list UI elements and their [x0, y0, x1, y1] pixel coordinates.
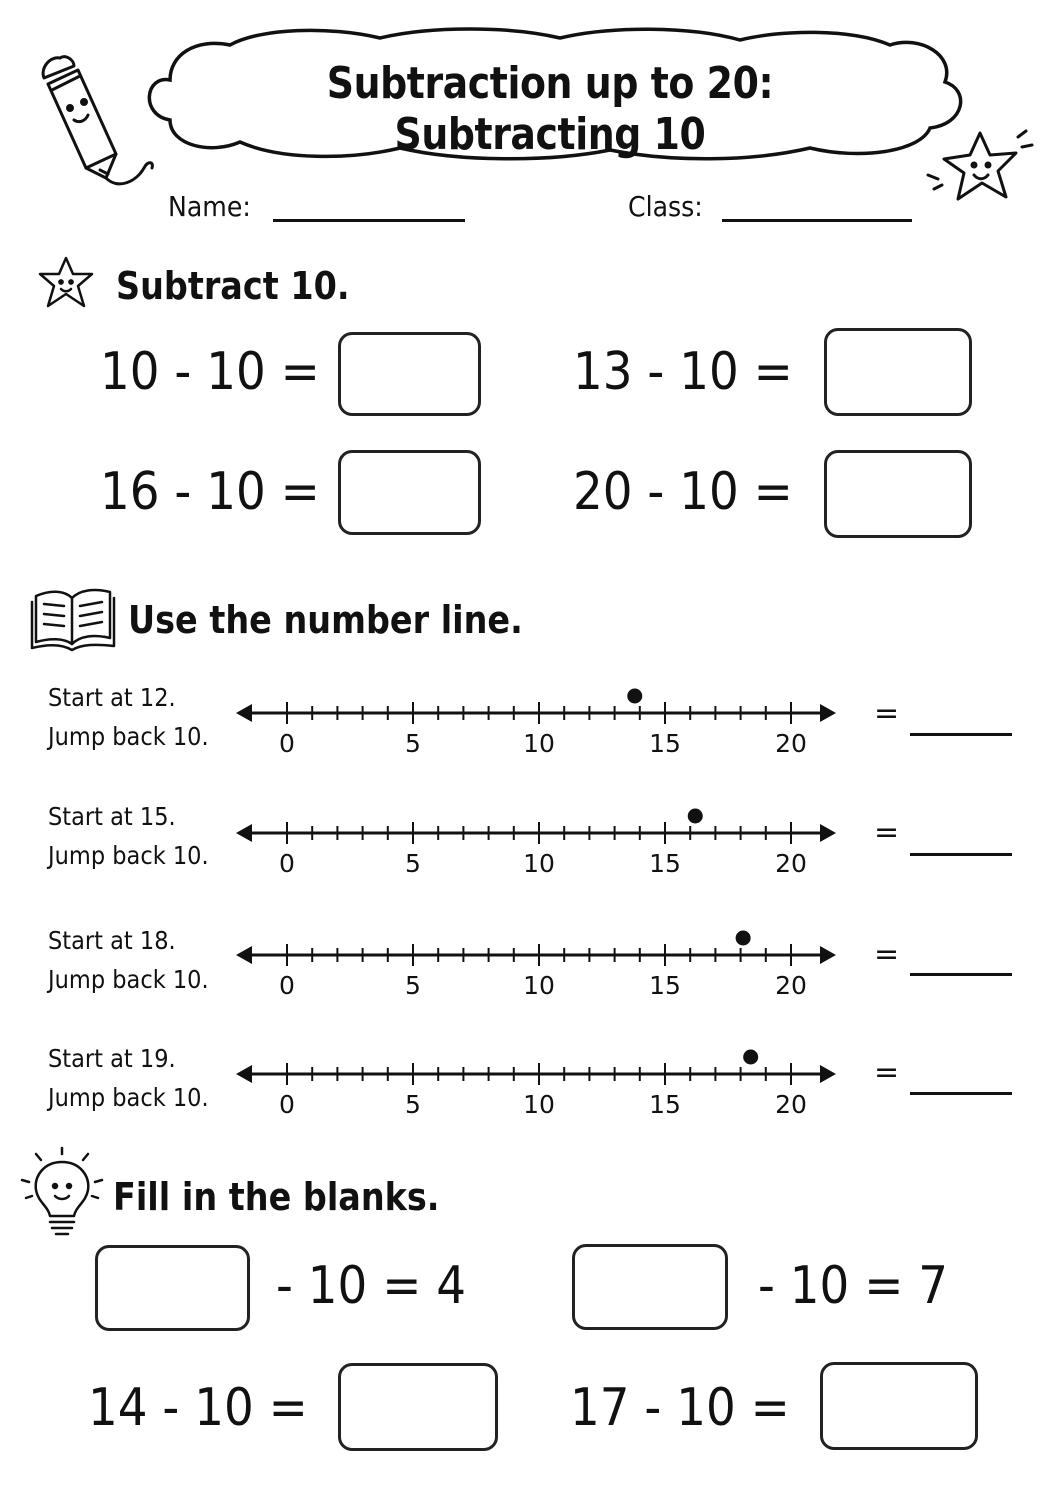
- pencil-icon: [36, 50, 156, 190]
- right-arrow-icon: [820, 1065, 836, 1083]
- blank-box-3[interactable]: [338, 1363, 498, 1451]
- start-dot: [736, 931, 751, 946]
- left-arrow-icon: [236, 824, 252, 842]
- tick-label: 10: [523, 729, 555, 758]
- number-line-4: [232, 1041, 844, 1127]
- problem-4: 20 - 10 =: [573, 462, 793, 522]
- tick-label: 10: [523, 971, 555, 1000]
- tick-label: 10: [523, 849, 555, 878]
- number-line-2: [232, 800, 844, 886]
- number-line-answer-1[interactable]: [910, 733, 1012, 736]
- lightbulb-icon: [18, 1144, 106, 1242]
- star-icon: [920, 125, 1040, 215]
- number-line-1: [232, 680, 844, 766]
- name-label: Name:: [168, 190, 251, 223]
- jump-text: Jump back 10.: [48, 841, 209, 870]
- number-line-answer-4[interactable]: [910, 1092, 1012, 1095]
- page-title: Subtraction up to 20: Subtracting 10: [326, 58, 774, 160]
- right-arrow-icon: [820, 824, 836, 842]
- number-line-label-1: [48, 678, 209, 756]
- book-icon: [30, 582, 118, 654]
- start-dot: [627, 689, 642, 704]
- right-arrow-icon: [820, 704, 836, 722]
- blank-problem-1: - 10 = 4: [276, 1256, 467, 1316]
- tick-label: 15: [649, 729, 681, 758]
- tick-label: 20: [775, 1090, 807, 1119]
- tick-label: 15: [649, 849, 681, 878]
- answer-box-2[interactable]: [824, 328, 972, 416]
- blank-box-4[interactable]: [820, 1362, 978, 1450]
- blank-problem-4: 17 - 10 =: [570, 1378, 790, 1438]
- class-label: Class:: [628, 190, 703, 223]
- jump-text: Jump back 10.: [48, 1083, 209, 1112]
- tick-label: 0: [279, 729, 295, 758]
- start-text: Start at 12.: [48, 683, 176, 712]
- equals-sign: =: [874, 815, 900, 850]
- tick-label: 20: [775, 729, 807, 758]
- right-arrow-icon: [820, 946, 836, 964]
- left-arrow-icon: [236, 946, 252, 964]
- tick-label: 5: [405, 849, 421, 878]
- start-text: Start at 19.: [48, 1044, 176, 1073]
- left-arrow-icon: [236, 704, 252, 722]
- start-dot: [743, 1050, 758, 1065]
- number-line-answer-3[interactable]: [910, 973, 1012, 976]
- number-line-3: [232, 922, 844, 1008]
- equals-sign: =: [874, 937, 900, 972]
- section-title-number-line: Use the number line.: [128, 598, 523, 642]
- section-title-subtract: Subtract 10.: [116, 264, 350, 308]
- tick-label: 0: [279, 849, 295, 878]
- problem-3: 16 - 10 =: [100, 462, 320, 522]
- answer-box-1[interactable]: [338, 332, 481, 416]
- blank-problem-3: 14 - 10 =: [88, 1378, 308, 1438]
- equals-sign: =: [874, 696, 900, 731]
- tick-label: 5: [405, 971, 421, 1000]
- start-text: Start at 15.: [48, 802, 176, 831]
- number-line-label-2: [48, 797, 209, 875]
- class-field[interactable]: [722, 219, 912, 222]
- section-title-fill-blanks: Fill in the blanks.: [113, 1175, 440, 1219]
- tick-label: 15: [649, 971, 681, 1000]
- answer-box-4[interactable]: [824, 450, 972, 538]
- start-text: Start at 18.: [48, 926, 176, 955]
- tick-label: 10: [523, 1090, 555, 1119]
- tick-label: 20: [775, 971, 807, 1000]
- number-line-label-4: [48, 1039, 209, 1117]
- star-icon: [36, 252, 98, 314]
- problem-2: 13 - 10 =: [573, 342, 793, 402]
- tick-label: 0: [279, 1090, 295, 1119]
- blank-problem-2: - 10 = 7: [758, 1256, 949, 1316]
- number-line-answer-2[interactable]: [910, 853, 1012, 856]
- tick-label: 5: [405, 1090, 421, 1119]
- equals-sign: =: [874, 1055, 900, 1090]
- blank-box-1[interactable]: [95, 1245, 250, 1331]
- jump-text: Jump back 10.: [48, 722, 209, 751]
- jump-text: Jump back 10.: [48, 965, 209, 994]
- name-field[interactable]: [273, 219, 465, 222]
- start-dot: [688, 809, 703, 824]
- tick-label: 15: [649, 1090, 681, 1119]
- problem-1: 10 - 10 =: [100, 342, 320, 402]
- left-arrow-icon: [236, 1065, 252, 1083]
- tick-label: 0: [279, 971, 295, 1000]
- blank-box-2[interactable]: [572, 1244, 728, 1330]
- tick-label: 5: [405, 729, 421, 758]
- tick-label: 20: [775, 849, 807, 878]
- number-line-label-3: [48, 921, 209, 999]
- answer-box-3[interactable]: [338, 450, 481, 535]
